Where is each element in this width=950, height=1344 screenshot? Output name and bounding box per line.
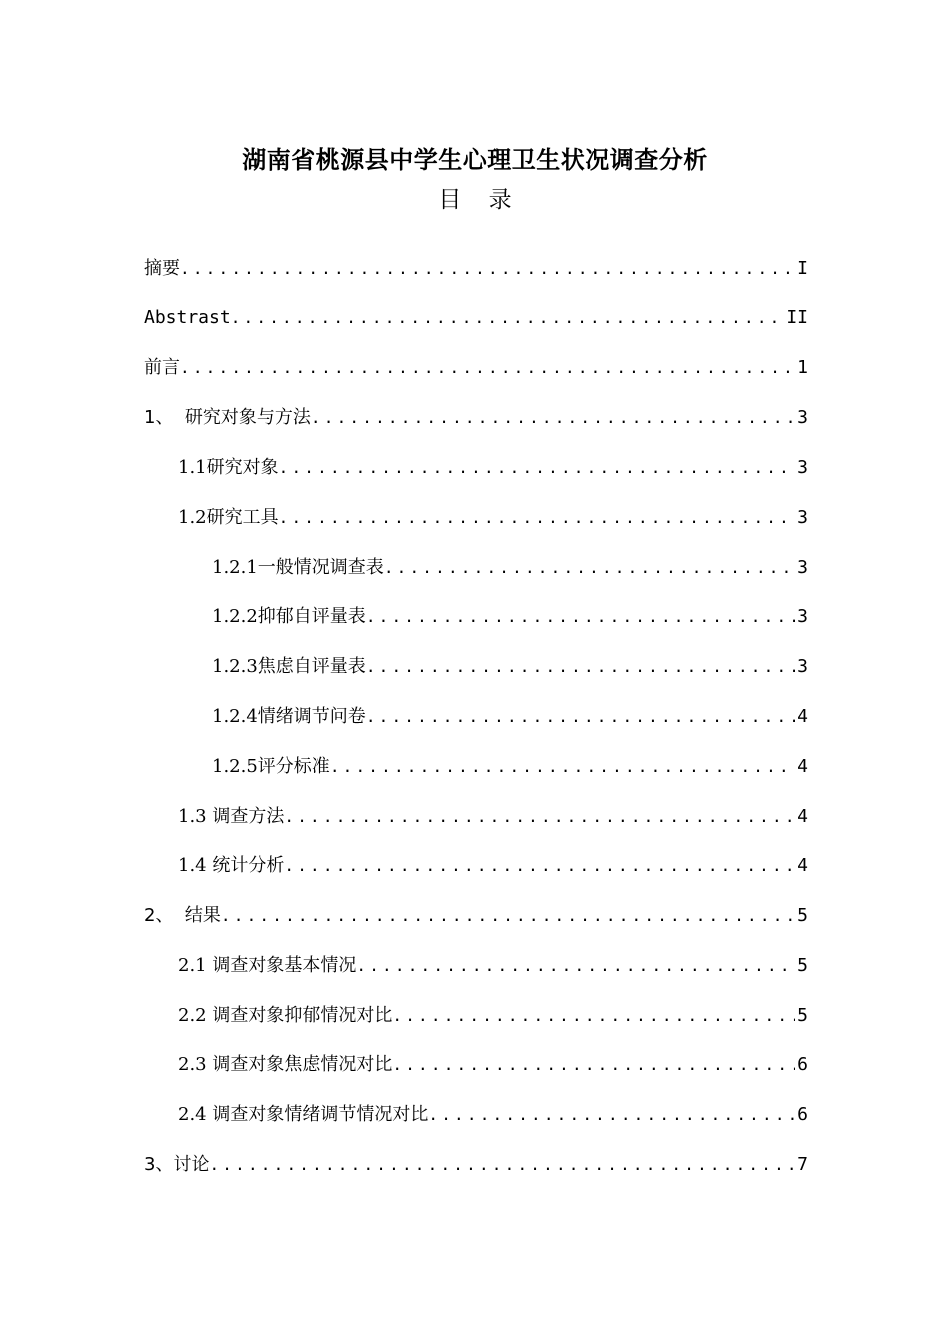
toc-dot-leader — [392, 1050, 795, 1080]
toc-dot-leader — [330, 752, 795, 782]
toc-dot-leader — [366, 602, 795, 632]
toc-entry-section-1-2-5[interactable] — [212, 752, 808, 782]
toc-entry-abstract-cn[interactable] — [144, 254, 808, 284]
document-title: 湖南省桃源县中学生心理卫生状况调查分析 — [242, 145, 708, 174]
toc-dot-leader — [311, 403, 795, 433]
toc-dot-leader — [231, 303, 785, 333]
toc-dot-leader — [428, 1100, 795, 1130]
toc-dot-leader — [180, 254, 795, 284]
toc-entry-section-1-1[interactable] — [178, 453, 808, 483]
toc-dot-leader — [384, 553, 795, 583]
toc-page-number: 6 — [797, 1054, 808, 1075]
toc-entry-section-1-4[interactable] — [178, 851, 808, 881]
toc-entry-label: 2.3 调查对象焦虑情况对比 — [178, 1054, 393, 1075]
toc-dot-leader — [392, 1001, 795, 1031]
toc-dot-leader — [366, 702, 795, 732]
toc-entry-label: 1.2.4情绪调节问卷 — [212, 706, 366, 727]
toc-entry-label: 2.2 调查对象抑郁情况对比 — [178, 1005, 393, 1026]
toc-entry-label: 1.3 调查方法 — [178, 806, 285, 827]
toc-page-number: 5 — [797, 905, 808, 926]
toc-page-number: 4 — [797, 706, 808, 727]
toc-entry-section-1-2-2[interactable] — [212, 602, 808, 632]
toc-entry-label: 摘要 — [144, 258, 180, 279]
toc-entry-label: 3、讨论 — [144, 1154, 210, 1175]
toc-page-number: 5 — [797, 955, 808, 976]
toc-dot-leader — [356, 951, 795, 981]
toc-entry-label: 1.4 统计分析 — [178, 855, 285, 876]
toc-entry-section-2-3[interactable] — [178, 1050, 808, 1080]
toc-page-number: II — [786, 307, 808, 328]
toc-entry-section-1-3[interactable] — [178, 802, 808, 832]
toc-entry-abstract-en[interactable] — [144, 303, 808, 333]
toc-entry-label: 1.1研究对象 — [178, 457, 279, 478]
toc-entry-label: 2、 结果 — [144, 905, 221, 926]
toc-dot-leader — [284, 851, 795, 881]
toc-page-number: 3 — [797, 656, 808, 677]
toc-entry-section-2-2[interactable] — [178, 1001, 808, 1031]
toc-entry-label: 1.2.2抑郁自评量表 — [212, 606, 366, 627]
toc-entry-label: 2.1 调查对象基本情况 — [178, 955, 357, 976]
toc-entry-section-3[interactable] — [144, 1150, 808, 1180]
toc-page-number: 4 — [797, 806, 808, 827]
toc-entry-label: 2.4 调查对象情绪调节情况对比 — [178, 1104, 429, 1125]
toc-entry-section-2[interactable] — [144, 901, 808, 931]
toc-entry-label: 1.2.5评分标准 — [212, 756, 330, 777]
toc-entry-label: 1.2研究工具 — [178, 507, 279, 528]
toc-entry-label: 1、 研究对象与方法 — [144, 407, 311, 428]
toc-entry-section-1-2-3[interactable] — [212, 652, 808, 682]
toc-dot-leader — [284, 802, 795, 832]
toc-dot-leader — [221, 901, 795, 931]
toc-page-number: 3 — [797, 507, 808, 528]
toc-entry-section-1-2-1[interactable] — [212, 553, 808, 583]
toc-page-number: 6 — [797, 1104, 808, 1125]
toc-dot-leader — [180, 353, 795, 383]
toc-page-number: 3 — [797, 606, 808, 627]
toc-page-number: I — [797, 258, 808, 279]
toc-page-number: 4 — [797, 756, 808, 777]
toc-entry-section-1[interactable] — [144, 403, 808, 433]
toc-page-number: 3 — [797, 407, 808, 428]
toc-entry-section-2-1[interactable] — [178, 951, 808, 981]
toc-page-number: 3 — [797, 557, 808, 578]
toc-dot-leader — [366, 652, 795, 682]
toc-entry-label: Abstrast — [144, 307, 231, 328]
toc-page-number: 7 — [797, 1154, 808, 1175]
toc-page-number: 5 — [797, 1005, 808, 1026]
toc-entry-label: 1.2.3焦虑自评量表 — [212, 656, 366, 677]
toc-entry-label: 前言 — [144, 357, 180, 378]
toc-dot-leader — [209, 1150, 795, 1180]
toc-entry-preface[interactable] — [144, 353, 808, 383]
toc-heading: 目 录 — [438, 187, 522, 213]
toc-page-number: 1 — [797, 357, 808, 378]
toc-entry-label: 1.2.1一般情况调查表 — [212, 557, 384, 578]
toc-page-number: 4 — [797, 855, 808, 876]
toc-entry-section-2-4[interactable] — [178, 1100, 808, 1130]
toc-dot-leader — [279, 503, 796, 533]
toc-entry-section-1-2-4[interactable] — [212, 702, 808, 732]
toc-page-number: 3 — [797, 457, 808, 478]
toc-dot-leader — [279, 453, 796, 483]
toc-entry-section-1-2[interactable] — [178, 503, 808, 533]
